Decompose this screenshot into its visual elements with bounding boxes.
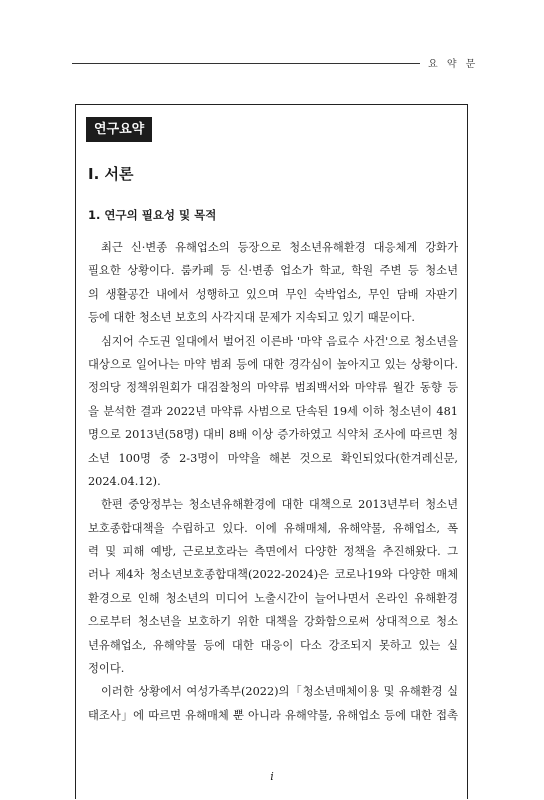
body-line: 최근 신·변종 유해업소의 등장으로 청소년유해환경 대응체계 강화가: [101, 241, 458, 254]
body-line: 의 생활공간 내에서 성행하고 있으며 무인 숙박업소, 무인 담배 자판기: [88, 287, 458, 301]
body-line: 력 및 피해 예방, 근로보호라는 측면에서 다양한 정책을 추진해왔다. 그: [88, 545, 458, 559]
body-text: [88, 236, 458, 727]
body-line: 필요한 상황이다. 룸카페 등 신·변종 업소가 학교, 학원 주변 등 청소년: [88, 264, 458, 278]
body-line: 보호종합대책을 수립하고 있다. 이에 유해매체, 유해약물, 유해업소, 폭: [88, 521, 458, 535]
running-title: 요 약 문: [428, 59, 479, 70]
body-line: 2024.04.12).: [88, 474, 161, 488]
section-heading: 1. 연구의 필요성 및 목적: [88, 208, 217, 222]
body-line: 태조사」에 따르면 유해매체 뿐 아니라 유해약물, 유해업소 등에 대한 접촉: [88, 708, 458, 722]
body-line: 이러한 상황에서 여성가족부(2022)의「청소년매체이용 및 유해환경 실: [101, 685, 458, 699]
header-rule: [72, 63, 420, 64]
page-number: i: [270, 770, 274, 783]
body-line: 정이다.: [88, 662, 125, 676]
chapter-heading: Ⅰ. 서론: [88, 165, 134, 183]
body-line: 대상으로 일어나는 마약 범죄 등에 대한 경각심이 높아지고 있는 상황이다.: [88, 357, 458, 371]
body-line: 년유해업소, 유해약물 등에 대한 대응이 다소 강조되지 못하고 있는 실: [88, 638, 458, 652]
body-line: 명으로 2013년(58명) 대비 8배 이상 증가하였고 식약처 조사에 따르면 청: [88, 428, 458, 442]
body-line: 을 분석한 결과 2022년 마약류 사범으로 단속된 19세 이하 청소년이 481: [88, 404, 458, 418]
body-line: 심지어 수도권 일대에서 벌어진 이른바 '마약 음료수 사건'으로 청소년을: [101, 334, 458, 348]
body-line: 정의당 정책위원회가 대검찰청의 마약류 범죄백서와 마약류 월간 동향 등: [88, 381, 458, 395]
summary-tag: 연구요약: [86, 117, 152, 142]
body-line: 으로부터 청소년을 보호하기 위한 대책을 강화함으로써 상대적으로 청소: [88, 615, 458, 629]
body-line: 한편 중앙정부는 청소년유해환경에 대한 대책으로 2013년부터 청소년: [101, 498, 458, 512]
body-line: 러나 제4차 청소년보호종합대책(2022-2024)은 코로나19와 다양한 매체: [88, 568, 458, 582]
body-line: 환경으로 인해 청소년의 미디어 노출시간이 늘어나면서 온라인 유해환경: [88, 591, 458, 605]
body-line: 소년 100명 중 2-3명이 마약을 해본 것으로 확인되었다(한겨레신문,: [88, 451, 458, 465]
body-line: 등에 대한 청소년 보호의 사각지대 문제가 지속되고 있기 때문이다.: [88, 311, 415, 325]
